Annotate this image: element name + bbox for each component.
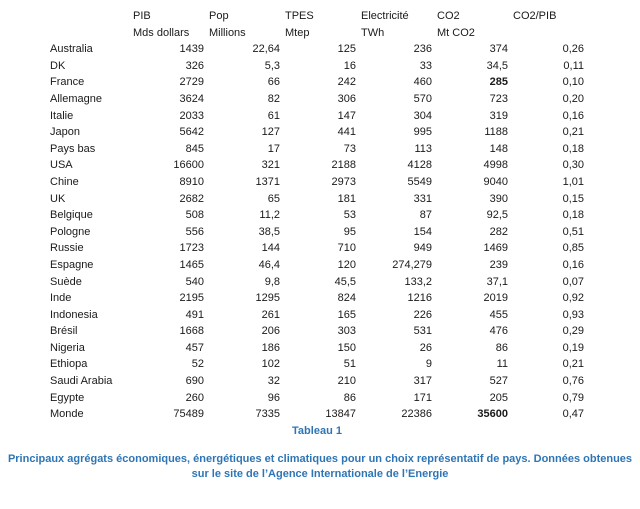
table-row — [50, 257, 584, 274]
cell-value: 0,85 — [562, 242, 584, 255]
cell-value: 0,76 — [562, 375, 584, 388]
cell-value: 306 — [337, 92, 356, 105]
cell-value: 319 — [489, 109, 508, 122]
column-header: Electricité — [361, 10, 409, 22]
cell-value: 9 — [425, 358, 432, 371]
column-header: TPES — [285, 10, 314, 22]
cell-value: 2973 — [331, 175, 356, 188]
cell-value: 491 — [185, 308, 204, 321]
column-subheader: Millions — [209, 26, 246, 39]
cell-value: 285 — [489, 76, 508, 89]
cell-value: 205 — [489, 391, 508, 404]
row-label-country: Pologne — [50, 225, 91, 238]
document-page — [0, 8, 640, 509]
row-label-country: Monde — [50, 408, 84, 421]
header-row — [50, 25, 584, 42]
cell-value: 0,92 — [562, 292, 584, 305]
cell-value: 390 — [489, 192, 508, 205]
cell-value: 261 — [261, 308, 280, 321]
column-subheader — [50, 25, 128, 42]
cell-value: 0,51 — [562, 225, 584, 238]
cell-value: 73 — [343, 142, 356, 155]
cell-value: 61 — [267, 109, 280, 122]
cell-value: 0,30 — [562, 159, 584, 172]
cell-value: 92,5 — [486, 209, 508, 222]
cell-value: 206 — [261, 325, 280, 338]
table-row — [50, 390, 584, 407]
cell-value: 171 — [413, 391, 432, 404]
cell-value: 2682 — [179, 192, 204, 205]
cell-value: 46,4 — [258, 258, 280, 271]
cell-value: 0,20 — [562, 92, 584, 105]
table-row — [50, 41, 584, 58]
table-row — [50, 207, 584, 224]
table-row — [50, 323, 584, 340]
row-label-country: France — [50, 76, 85, 89]
cell-value: 22,64 — [252, 43, 280, 56]
table-row — [50, 174, 584, 191]
cell-value: 508 — [185, 209, 204, 222]
cell-value: 113 — [414, 142, 432, 155]
table-row — [50, 74, 584, 91]
cell-value: 0,15 — [562, 192, 584, 205]
cell-value: 304 — [413, 109, 432, 122]
column-header — [50, 8, 128, 25]
cell-value: 995 — [413, 126, 432, 139]
cell-value: 2019 — [483, 292, 508, 305]
table-row — [50, 240, 584, 257]
cell-value: 154 — [413, 225, 432, 238]
cell-value: 690 — [185, 375, 204, 388]
cell-value: 120 — [337, 258, 356, 271]
row-label-country: Nigeria — [50, 341, 85, 354]
cell-value: 125 — [337, 43, 356, 56]
cell-value: 26 — [419, 341, 432, 354]
column-header: Pop — [209, 10, 229, 22]
cell-value: 37,1 — [486, 275, 508, 288]
cell-value: 0,26 — [562, 43, 584, 56]
cell-value: 460 — [413, 76, 432, 89]
cell-value: 66 — [267, 76, 280, 89]
cell-value: 0,29 — [562, 325, 584, 338]
cell-value: 22386 — [401, 408, 432, 421]
cell-value: 65 — [267, 192, 280, 205]
cell-value: 53 — [343, 209, 356, 222]
row-label-country: USA — [50, 159, 73, 172]
cell-value: 0,07 — [562, 275, 584, 288]
cell-value: 45,5 — [334, 275, 356, 288]
cell-value: 1188 — [484, 126, 508, 139]
cell-value: 282 — [489, 225, 508, 238]
cell-value: 147 — [337, 109, 356, 122]
cell-value: 2195 — [179, 292, 204, 305]
cell-value: 260 — [185, 391, 204, 404]
cell-value: 4128 — [407, 159, 432, 172]
cell-value: 148 — [489, 142, 508, 155]
table-row — [50, 157, 584, 174]
cell-value: 4998 — [483, 159, 508, 172]
cell-value: 95 — [343, 225, 356, 238]
row-label-country: Saudi Arabia — [50, 375, 113, 388]
table-row — [50, 274, 584, 291]
cell-value: 540 — [185, 275, 204, 288]
table-body — [50, 41, 584, 423]
cell-value: 326 — [185, 59, 204, 72]
cell-value: 51 — [343, 358, 356, 371]
cell-value: 1295 — [255, 292, 280, 305]
table-row — [50, 406, 584, 423]
cell-value: 303 — [337, 325, 356, 338]
row-label-country: Belgique — [50, 209, 93, 222]
table-caption-label: Tableau 1 — [292, 424, 342, 437]
cell-value: 441 — [337, 126, 356, 139]
cell-value: 274,279 — [392, 258, 432, 271]
data-table — [50, 8, 584, 423]
column-header: CO2/PIB — [513, 10, 557, 22]
cell-value: 1465 — [179, 258, 204, 271]
table-row — [50, 290, 584, 307]
cell-value: 1216 — [407, 292, 432, 305]
column-subheader — [508, 25, 584, 42]
cell-value: 86 — [495, 341, 508, 354]
column-subheader: TWh — [361, 26, 385, 39]
figure-caption: Principaux agrégats économiques, énergétiques et climatiques pour un choix représentatif de pays. Données obtenues sur le site de l’Agence Internationale de l’Energie — [7, 452, 633, 480]
cell-value: 824 — [337, 292, 356, 305]
column-header: CO2 — [437, 10, 460, 22]
cell-value: 0,16 — [562, 109, 584, 122]
table-row — [50, 373, 584, 390]
cell-value: 531 — [413, 325, 432, 338]
cell-value: 2188 — [331, 159, 356, 172]
row-label-country: DK — [50, 59, 66, 72]
table-row — [50, 108, 584, 125]
cell-value: 5549 — [407, 175, 432, 188]
cell-value: 165 — [337, 308, 356, 321]
row-label-country: Chine — [50, 175, 79, 188]
table-row — [50, 224, 584, 241]
cell-value: 527 — [489, 375, 508, 388]
cell-value: 87 — [419, 209, 432, 222]
cell-value: 317 — [413, 375, 432, 388]
table-row — [50, 356, 584, 373]
cell-value: 9040 — [483, 175, 508, 188]
cell-value: 7335 — [255, 408, 280, 421]
cell-value: 239 — [489, 258, 508, 271]
cell-value: 242 — [337, 76, 356, 89]
cell-value: 0,47 — [562, 408, 584, 421]
row-label-country: Brésil — [50, 325, 78, 338]
cell-value: 0,11 — [563, 59, 584, 72]
cell-value: 0,18 — [562, 142, 584, 155]
column-subheader: Mds dollars — [133, 26, 190, 39]
cell-value: 226 — [413, 308, 432, 321]
cell-value: 82 — [267, 92, 280, 105]
column-subheader: Mt CO2 — [437, 26, 475, 39]
cell-value: 144 — [261, 242, 280, 255]
cell-value: 0,18 — [562, 209, 584, 222]
cell-value: 102 — [261, 358, 280, 371]
cell-value: 457 — [185, 341, 204, 354]
row-label-country: Japon — [50, 126, 80, 139]
cell-value: 0,21 — [562, 126, 584, 139]
cell-value: 16600 — [173, 159, 204, 172]
row-label-country: Suède — [50, 275, 82, 288]
table-header — [50, 8, 584, 41]
cell-value: 1668 — [179, 325, 204, 338]
row-label-country: Espagne — [50, 258, 94, 271]
cell-value: 0,19 — [562, 341, 584, 354]
cell-value: 11,2 — [259, 209, 280, 222]
cell-value: 75489 — [173, 408, 204, 421]
row-label-country: Pays bas — [50, 142, 96, 155]
table-row — [50, 191, 584, 208]
cell-value: 150 — [337, 341, 356, 354]
cell-value: 38,5 — [258, 225, 280, 238]
cell-value: 556 — [185, 225, 204, 238]
cell-value: 723 — [489, 92, 508, 105]
cell-value: 1439 — [179, 43, 204, 56]
cell-value: 34,5 — [486, 59, 508, 72]
column-subheader: Mtep — [285, 26, 310, 39]
cell-value: 949 — [413, 242, 432, 255]
cell-value: 8910 — [179, 175, 204, 188]
row-label-country: Allemagne — [50, 92, 102, 105]
row-label-country: Inde — [50, 292, 72, 305]
cell-value: 2729 — [179, 76, 204, 89]
cell-value: 0,16 — [562, 258, 584, 271]
cell-value: 52 — [191, 358, 204, 371]
cell-value: 0,93 — [562, 308, 584, 321]
cell-value: 0,79 — [562, 391, 584, 404]
row-label-country: Indonesia — [50, 308, 98, 321]
table-row — [50, 307, 584, 324]
row-label-country: Australia — [50, 43, 93, 56]
column-header: PIB — [133, 10, 151, 22]
cell-value: 17 — [267, 142, 280, 155]
cell-value: 5,3 — [264, 59, 280, 72]
cell-value: 0,21 — [562, 358, 584, 371]
table-row — [50, 141, 584, 158]
cell-value: 236 — [413, 43, 432, 56]
cell-value: 710 — [337, 242, 356, 255]
cell-value: 35600 — [477, 408, 508, 421]
cell-value: 16 — [343, 59, 356, 72]
cell-value: 455 — [489, 308, 508, 321]
cell-value: 0,10 — [562, 76, 584, 89]
cell-value: 321 — [261, 159, 280, 172]
cell-value: 96 — [267, 391, 280, 404]
table-row — [50, 58, 584, 75]
cell-value: 2033 — [179, 109, 204, 122]
table-row — [50, 91, 584, 108]
cell-value: 1,01 — [562, 175, 584, 188]
cell-value: 9,8 — [264, 275, 280, 288]
cell-value: 32 — [267, 375, 280, 388]
table-row — [50, 124, 584, 141]
header-row — [50, 8, 584, 25]
cell-value: 331 — [413, 192, 432, 205]
cell-value: 1469 — [483, 242, 508, 255]
cell-value: 570 — [413, 92, 432, 105]
cell-value: 133,2 — [404, 275, 432, 288]
cell-value: 5642 — [179, 126, 204, 139]
cell-value: 181 — [337, 192, 356, 205]
cell-value: 374 — [489, 43, 508, 56]
row-label-country: UK — [50, 192, 66, 205]
cell-value: 845 — [185, 142, 204, 155]
cell-value: 13847 — [325, 408, 356, 421]
cell-value: 186 — [261, 341, 280, 354]
row-label-country: Egypte — [50, 391, 85, 404]
cell-value: 127 — [261, 126, 280, 139]
row-label-country: Ethiopa — [50, 358, 88, 371]
cell-value: 11 — [496, 358, 508, 371]
cell-value: 86 — [343, 391, 356, 404]
cell-value: 1723 — [179, 242, 204, 255]
cell-value: 3624 — [179, 92, 204, 105]
row-label-country: Italie — [50, 109, 74, 122]
cell-value: 1371 — [255, 175, 280, 188]
row-label-country: Russie — [50, 242, 84, 255]
cell-value: 476 — [489, 325, 508, 338]
cell-value: 210 — [337, 375, 356, 388]
table-row — [50, 340, 584, 357]
cell-value: 33 — [419, 59, 432, 72]
